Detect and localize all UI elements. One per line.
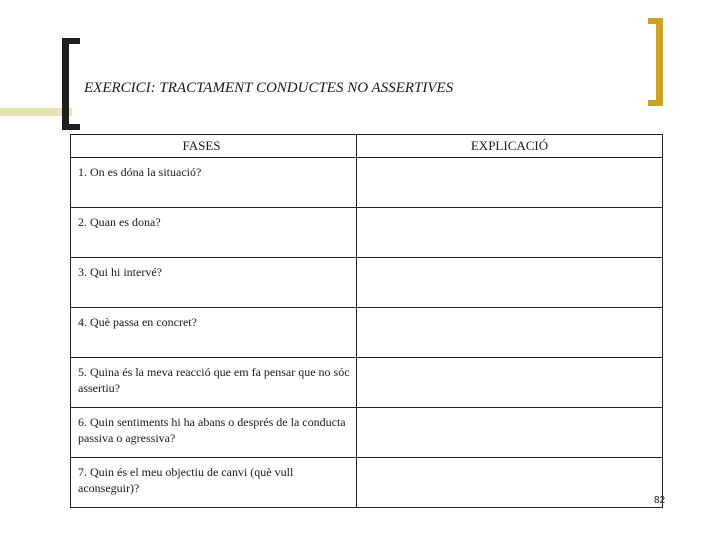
explicacio-cell[interactable]	[357, 208, 663, 258]
fase-cell: 4. Què passa en concret?	[71, 308, 357, 358]
table-row	[71, 208, 663, 258]
right-bracket-bottom-decoration	[648, 100, 663, 106]
header-explicacio: EXPLICACIÓ	[357, 135, 663, 158]
fase-cell: 7. Quin és el meu objectiu de canvi (què vull aconseguir)?	[71, 458, 357, 508]
left-bracket-decoration	[62, 38, 69, 130]
left-bracket-bottom-decoration	[62, 124, 80, 130]
header-fases: FASES	[71, 135, 357, 158]
phases-table	[70, 134, 666, 508]
slide-title: EXERCICI: TRACTAMENT CONDUCTES NO ASSERTIVES	[84, 80, 454, 96]
right-bracket-decoration	[656, 18, 663, 106]
explicacio-cell[interactable]	[357, 158, 663, 208]
explicacio-cell[interactable]	[357, 358, 663, 408]
fase-cell: 5. Quina és la meva reacció que em fa pensar que no sóc assertiu?	[71, 358, 357, 408]
fase-cell: 2. Quan es dona?	[71, 208, 357, 258]
table-row	[71, 308, 663, 358]
table-row	[71, 358, 663, 408]
right-bracket-top-decoration	[648, 18, 663, 24]
left-bracket-top-decoration	[62, 38, 80, 44]
fase-cell: 6. Quin sentiments hi ha abans o després de la conducta passiva o agressiva?	[71, 408, 357, 458]
page-number: 82	[654, 495, 666, 506]
fase-cell: 3. Qui hi intervé?	[71, 258, 357, 308]
explicacio-cell[interactable]	[357, 308, 663, 358]
explicacio-cell[interactable]	[357, 408, 663, 458]
explicacio-cell[interactable]	[357, 458, 666, 508]
explicacio-cell[interactable]	[357, 258, 663, 308]
table-row	[71, 458, 663, 508]
table-row	[71, 408, 663, 458]
fase-cell: 1. On es dóna la situació?	[71, 158, 357, 208]
table-row	[71, 258, 663, 308]
table-header-row	[71, 135, 663, 158]
table-row	[71, 158, 663, 208]
